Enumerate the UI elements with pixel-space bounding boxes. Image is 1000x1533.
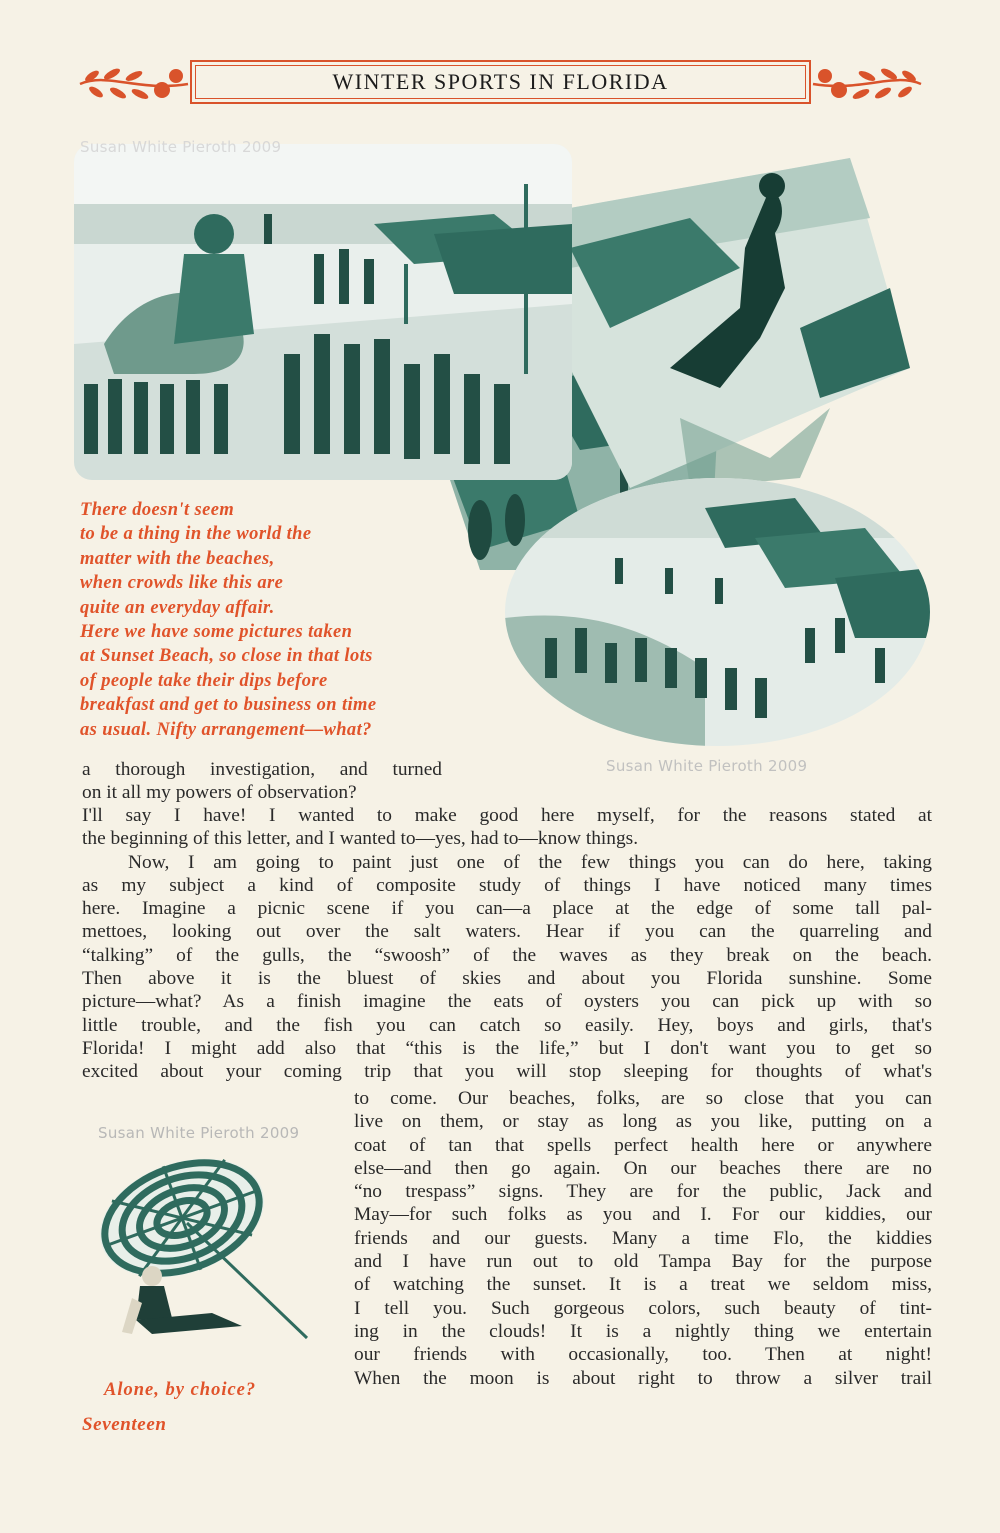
caption-line: Here we have some pictures taken: [80, 622, 353, 643]
text-line: to come. Our beaches, folks, are so close that you can: [354, 1088, 932, 1109]
page-header: [78, 54, 923, 110]
watermark: Susan White Pieroth 2009: [80, 138, 282, 156]
photo-caption: [80, 498, 470, 742]
photo-sunset-beach-oval: [505, 478, 930, 746]
orange-vine-ornament-right: [811, 62, 923, 104]
watermark: Susan White Pieroth 2009: [98, 1124, 300, 1142]
text-line: “talking” of the gulls, the “swoosh” of the waves as they break on the beach.: [82, 944, 932, 966]
caption-line: of people take their dips before: [80, 670, 328, 691]
caption-line: There doesn't seem: [80, 500, 235, 520]
caption-line: breakfast and get to business on time: [80, 695, 377, 716]
caption-line: quite an everyday affair.: [80, 597, 275, 618]
photo-beach-crowd: [74, 144, 572, 480]
watermark: Susan White Pieroth 2009: [606, 757, 808, 775]
text-line: the beginning of this letter, and I wanted to—yes, had to—know things.: [82, 828, 639, 850]
body-text-block-1: [82, 758, 442, 805]
text-line: Now, I am going to paint just one of the few things you can do here, taking: [128, 851, 932, 873]
text-line: Florida! I might add also that “this is the life,” but I don't want you to get so: [82, 1037, 932, 1059]
text-line: little trouble, and the fish you can catch so easily. Hey, boys and girls, that's: [82, 1014, 932, 1036]
text-line: “no trespass” signs. They are for the public, Jack and: [354, 1181, 932, 1203]
orange-vine-ornament-left: [78, 62, 190, 104]
body-text-block-2: [82, 804, 932, 1084]
caption-line: matter with the beaches,: [80, 548, 275, 569]
text-line: else—and then go again. On our beaches there are no: [354, 1157, 932, 1179]
text-line: of watching the sunset. It is a treat we seldom miss,: [354, 1274, 932, 1296]
text-line: mettoes, looking out over the salt waters. Hear if you can the quarreling and: [82, 921, 932, 943]
caption-line: when crowds like this are: [80, 573, 284, 594]
text-line: our friends with occasionally, too. Then at night!: [354, 1344, 932, 1366]
text-line: live on them, or stay as long as you like, putting on a: [354, 1111, 932, 1133]
page-number: Seventeen: [82, 1414, 167, 1435]
umbrella-caption: Alone, by choice?: [104, 1380, 257, 1400]
caption-line: at Sunset Beach, so close in that lots: [80, 646, 373, 667]
text-line: on it all my powers of observation?: [82, 782, 357, 804]
header-frame: [190, 60, 811, 104]
text-line: coat of tan that spells perfect health here or anywhere: [354, 1134, 932, 1156]
photo-diving-bather: [570, 158, 910, 498]
text-line: a thorough investigation, and turned: [82, 759, 442, 780]
body-text-block-3: [354, 1087, 932, 1390]
page-title: WINTER SPORTS IN FLORIDA: [332, 69, 669, 94]
text-line: ing in the clouds! It is a nightly thing we entertain: [354, 1320, 932, 1342]
text-line: and I have run out to old Tampa Bay for the purpose: [354, 1251, 932, 1273]
text-line: May—for such folks as you and I. For our kiddies, our: [354, 1204, 932, 1226]
text-line: picture—what? As a finish imagine the eats of oysters you can pick up with so: [82, 991, 932, 1013]
text-line: When the moon is about right to throw a silver trail: [354, 1367, 932, 1389]
photo-umbrella-girl: [92, 1148, 322, 1348]
text-line: friends and our guests. Many a time Flo, the kiddies: [354, 1227, 932, 1249]
text-line: Then above it is the bluest of skies and about you Florida sunshine. Some: [82, 968, 932, 990]
text-line: excited about your coming trip that you will stop sleeping for thoughts of what's: [82, 1061, 932, 1083]
caption-line: as usual. Nifty arrangement—what?: [80, 719, 372, 740]
caption-line: to be a thing in the world the: [80, 524, 312, 545]
text-line: as my subject a kind of composite study of things I have noticed many times: [82, 874, 932, 896]
text-line: I tell you. Such gorgeous colors, such beauty of tint-: [354, 1297, 932, 1319]
text-line: here. Imagine a picnic scene if you can—a place at the edge of some tall pal-: [82, 898, 932, 920]
text-line: I'll say I have! I wanted to make good here myself, for the reasons stated at: [82, 805, 932, 826]
